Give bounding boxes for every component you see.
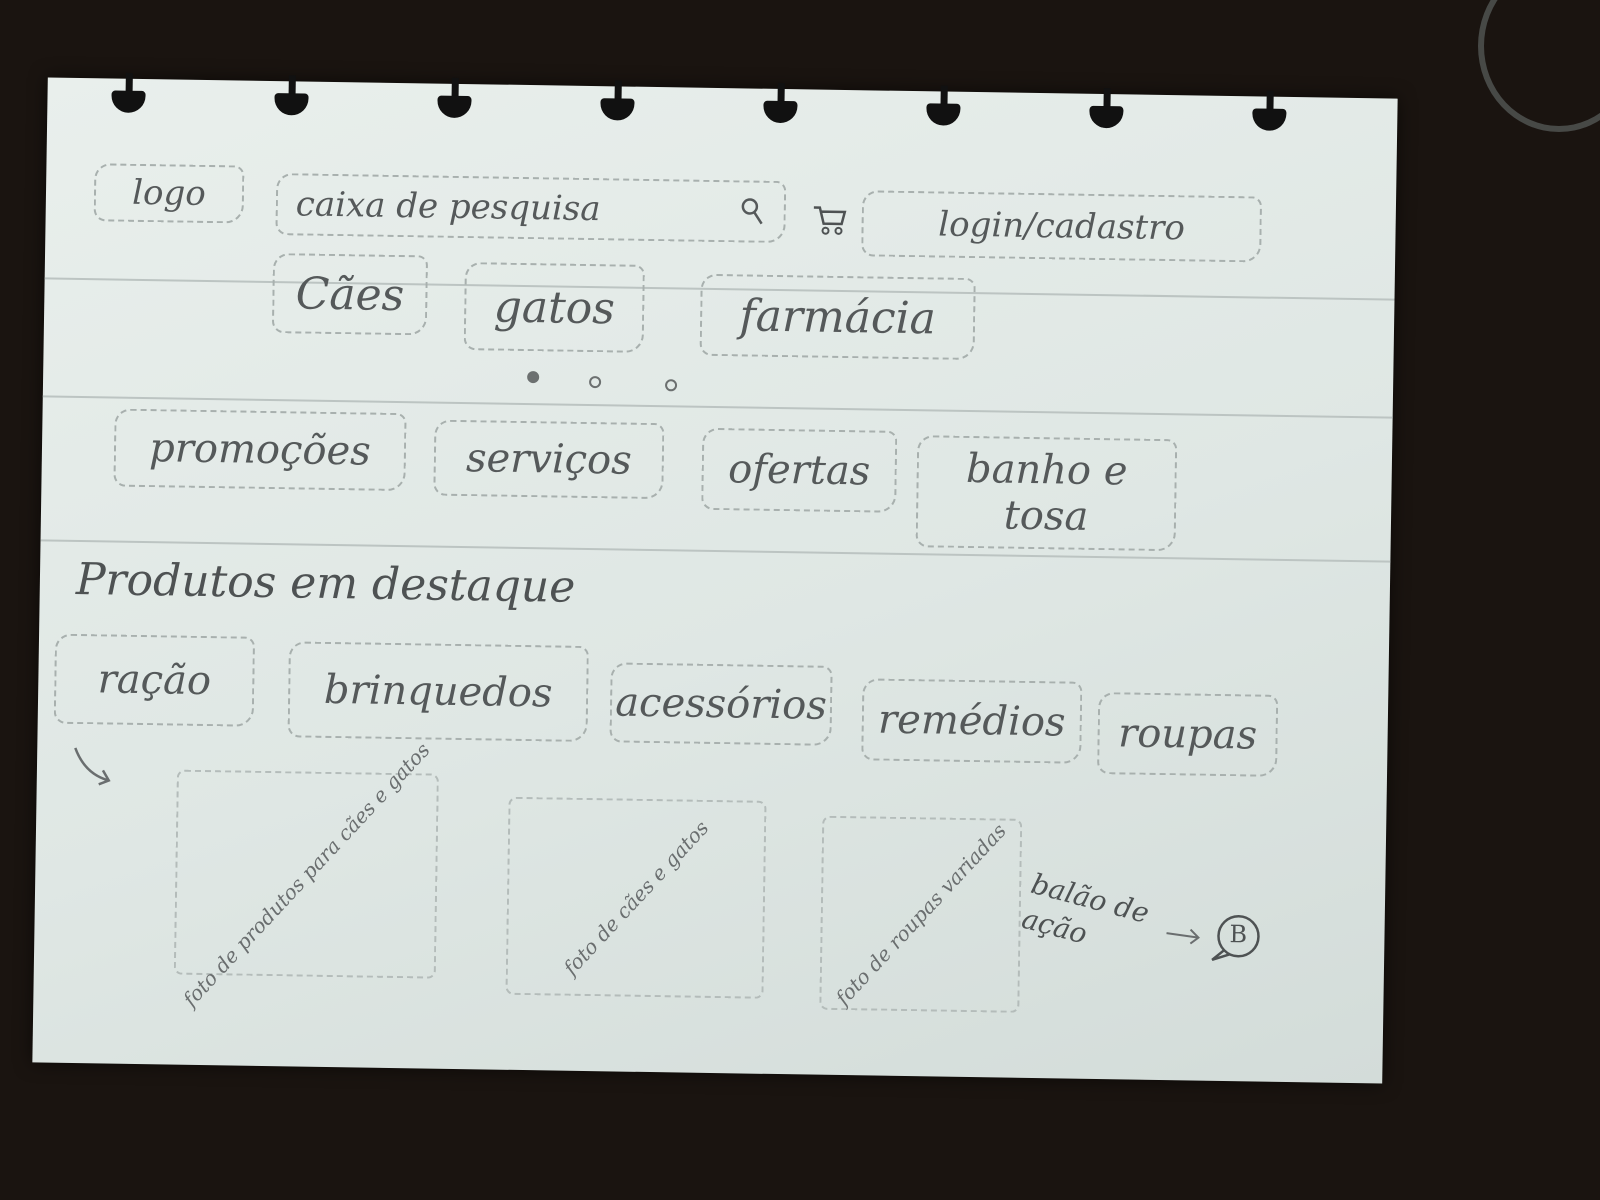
wireframe-sketch xyxy=(32,77,1397,1083)
category-racao[interactable]: ração xyxy=(54,634,255,727)
binder-hole xyxy=(437,78,472,125)
photo-placeholder-produtos[interactable]: foto de produtos para cães e gatos xyxy=(174,770,439,979)
arrow-down-right-icon xyxy=(71,744,120,789)
carousel-dot[interactable] xyxy=(589,376,601,388)
nav-gatos[interactable]: gatos xyxy=(464,262,645,353)
binder-hole xyxy=(1089,88,1124,135)
binder-hole xyxy=(274,75,309,122)
binder-hole xyxy=(111,72,146,119)
photo-placeholder-caes-gatos[interactable]: foto de cães e gatos xyxy=(505,797,766,999)
nav-ofertas[interactable]: ofertas xyxy=(701,428,897,513)
photo-placeholder-roupas[interactable]: foto de roupas variadas xyxy=(819,816,1022,1013)
action-balloon-label: balão de ação xyxy=(1018,866,1153,951)
category-roupas[interactable]: roupas xyxy=(1097,692,1278,777)
binder-hole xyxy=(763,83,798,130)
binder-hole xyxy=(926,85,961,132)
desk-object xyxy=(1478,0,1600,132)
category-brinquedos[interactable]: brinquedos xyxy=(287,641,588,742)
cart-icon[interactable] xyxy=(811,201,848,238)
binder-hole xyxy=(1252,90,1287,137)
nav-promocoes[interactable]: promoções xyxy=(113,409,406,492)
arrow-right-icon xyxy=(1164,925,1204,946)
nav-caes[interactable]: Cães xyxy=(272,253,428,335)
search-input[interactable]: caixa de pesquisa xyxy=(275,173,786,243)
search-icon xyxy=(740,196,766,226)
carousel-dot[interactable] xyxy=(665,379,677,391)
logo[interactable]: logo xyxy=(94,163,245,223)
category-remedios[interactable]: remédios xyxy=(861,678,1082,763)
binder-hole xyxy=(600,80,635,127)
featured-title: Produtos em destaque xyxy=(75,553,576,613)
nav-banho-e-tosa[interactable]: banho e tosa xyxy=(916,435,1178,551)
login-button[interactable]: login/cadastro xyxy=(861,190,1262,262)
nav-farmacia[interactable]: farmácia xyxy=(700,274,976,360)
action-balloon-button[interactable]: B xyxy=(1206,910,1263,967)
nav-servicos[interactable]: serviços xyxy=(433,420,664,500)
carousel-dot-active[interactable] xyxy=(527,371,539,383)
category-acessorios[interactable]: acessórios xyxy=(609,662,832,745)
